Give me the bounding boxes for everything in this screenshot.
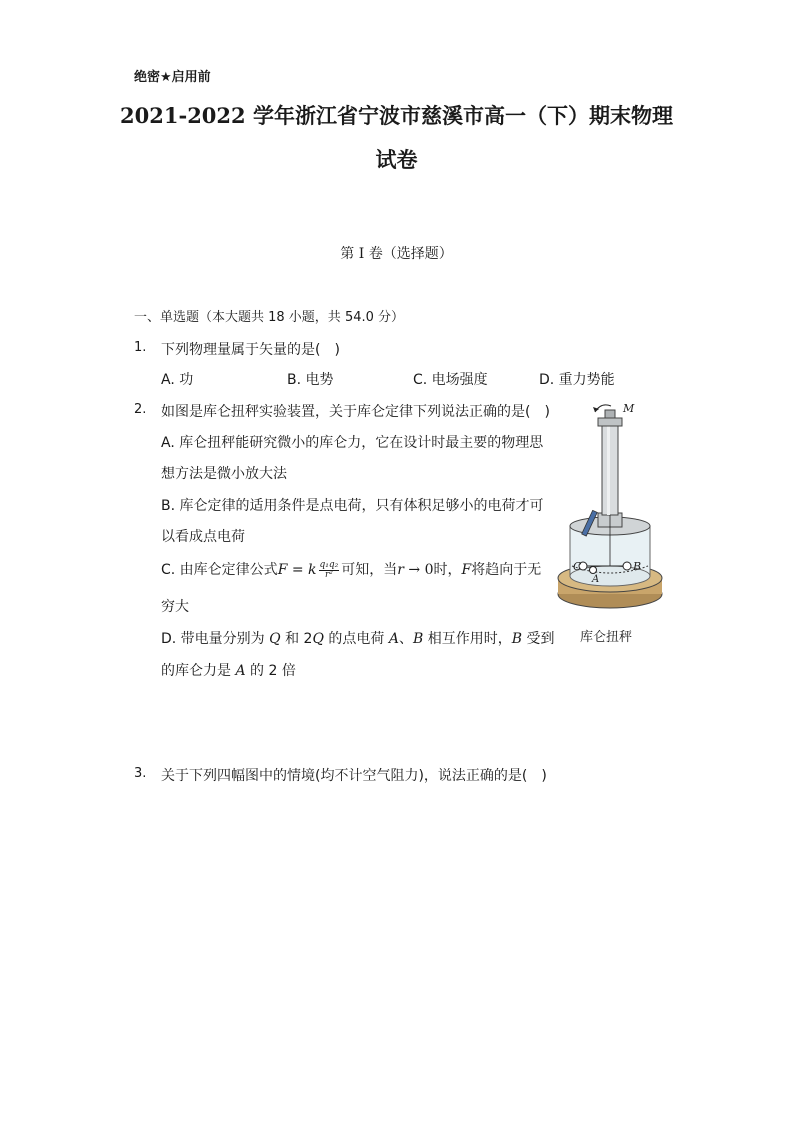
formula-denominator: r² <box>324 569 333 580</box>
q2-option-d-line2 <box>161 660 296 680</box>
q2-option-d-line1 <box>161 628 554 648</box>
charge-a-symbol-2: A <box>235 663 246 679</box>
question-stem-2: 如图是库仑扭秤实验装置，关于库仑定律下列说法正确的是( ) <box>161 404 550 420</box>
charge-b-symbol-2: B <box>511 631 522 647</box>
torsion-balance-figure <box>555 398 665 648</box>
q1-option-d: D. 重力势能 <box>539 372 615 388</box>
torsion-balance-illustration <box>555 398 665 628</box>
q2-option-d-text7: 的库仑力是 <box>161 663 236 679</box>
charge-q-symbol-2: Q <box>312 631 324 647</box>
figure-caption: 库仑扭秤 <box>580 630 633 645</box>
formula-k-symbol: k <box>308 562 317 578</box>
q2-option-c-mid1: 可知，当 <box>341 562 398 578</box>
figure-label-m: M <box>623 402 635 415</box>
q2-option-b-line1: B. 库仑定律的适用条件是点电荷，只有体积足够小的电荷才可 <box>161 498 544 514</box>
q2-option-c-line1 <box>161 559 541 580</box>
formula-equals: = <box>287 562 309 578</box>
q2-option-a-line2: 想方法是微小放大法 <box>161 466 287 482</box>
q1-option-c: C. 电场强度 <box>413 372 488 388</box>
question-number-3: 3. <box>134 766 147 781</box>
q2-option-d-text4: 、 <box>398 631 413 647</box>
formula-fraction <box>319 561 340 580</box>
question-stem-3: 关于下列四幅图中的情境(均不计空气阻力)，说法正确的是( ) <box>161 768 547 784</box>
q2-option-d-text3: 的点电荷 <box>323 631 389 647</box>
q2-option-a-line1: A. 库仑扭秤能研究微小的库仑力，它在设计时最主要的物理思 <box>161 435 544 451</box>
charge-a-symbol: A <box>388 631 399 647</box>
q2-option-d-text1: D. 带电量分别为 <box>161 631 270 647</box>
q2-option-c-mid2: 时， <box>433 562 462 578</box>
part-title: 第 I 卷（选择题） <box>340 246 453 262</box>
question-stem-1: 下列物理量属于矢量的是( ) <box>161 342 340 358</box>
q2-option-c-line2: 穷大 <box>161 599 189 615</box>
q2-option-d-text6: 受到 <box>522 631 555 647</box>
formula-r-symbol: r <box>397 562 404 578</box>
formula-force-symbol-2: F <box>461 562 472 578</box>
formula-force-symbol: F <box>277 562 288 578</box>
charge-b-symbol: B <box>412 631 424 647</box>
q2-option-c-prefix: C. 由库仑定律公式 <box>161 562 278 578</box>
question-number-2: 2. <box>134 402 147 417</box>
figure-label-b: B <box>633 560 642 573</box>
q2-option-b-line2: 以看成点电荷 <box>161 529 245 545</box>
q2-option-d-text5: 相互作用时， <box>423 631 512 647</box>
formula-arrow-zero: → 0 <box>403 562 434 578</box>
formula-numerator: q₁q₂ <box>319 559 339 570</box>
secret-mark: 绝密★启用前 <box>134 70 211 85</box>
q1-option-a: A. 功 <box>161 372 194 388</box>
question-number-1: 1. <box>134 340 147 355</box>
exam-title-line1: 2021-2022 学年浙江省宁波市慈溪市高一（下）期末物理 <box>120 103 673 128</box>
q2-option-c-end: 将趋向于无 <box>471 562 542 578</box>
q2-option-d-text8: 的 2 倍 <box>245 663 296 679</box>
q1-option-b: B. 电势 <box>287 372 334 388</box>
q2-option-d-text2: 和 2 <box>280 631 313 647</box>
figure-label-a: A <box>592 574 600 585</box>
exam-title-line2: 试卷 <box>375 147 418 172</box>
figure-label-c: C <box>573 560 582 573</box>
charge-q-symbol: Q <box>269 631 281 647</box>
section-heading: 一、单选题（本大题共 18 小题，共 54.0 分） <box>134 310 405 325</box>
